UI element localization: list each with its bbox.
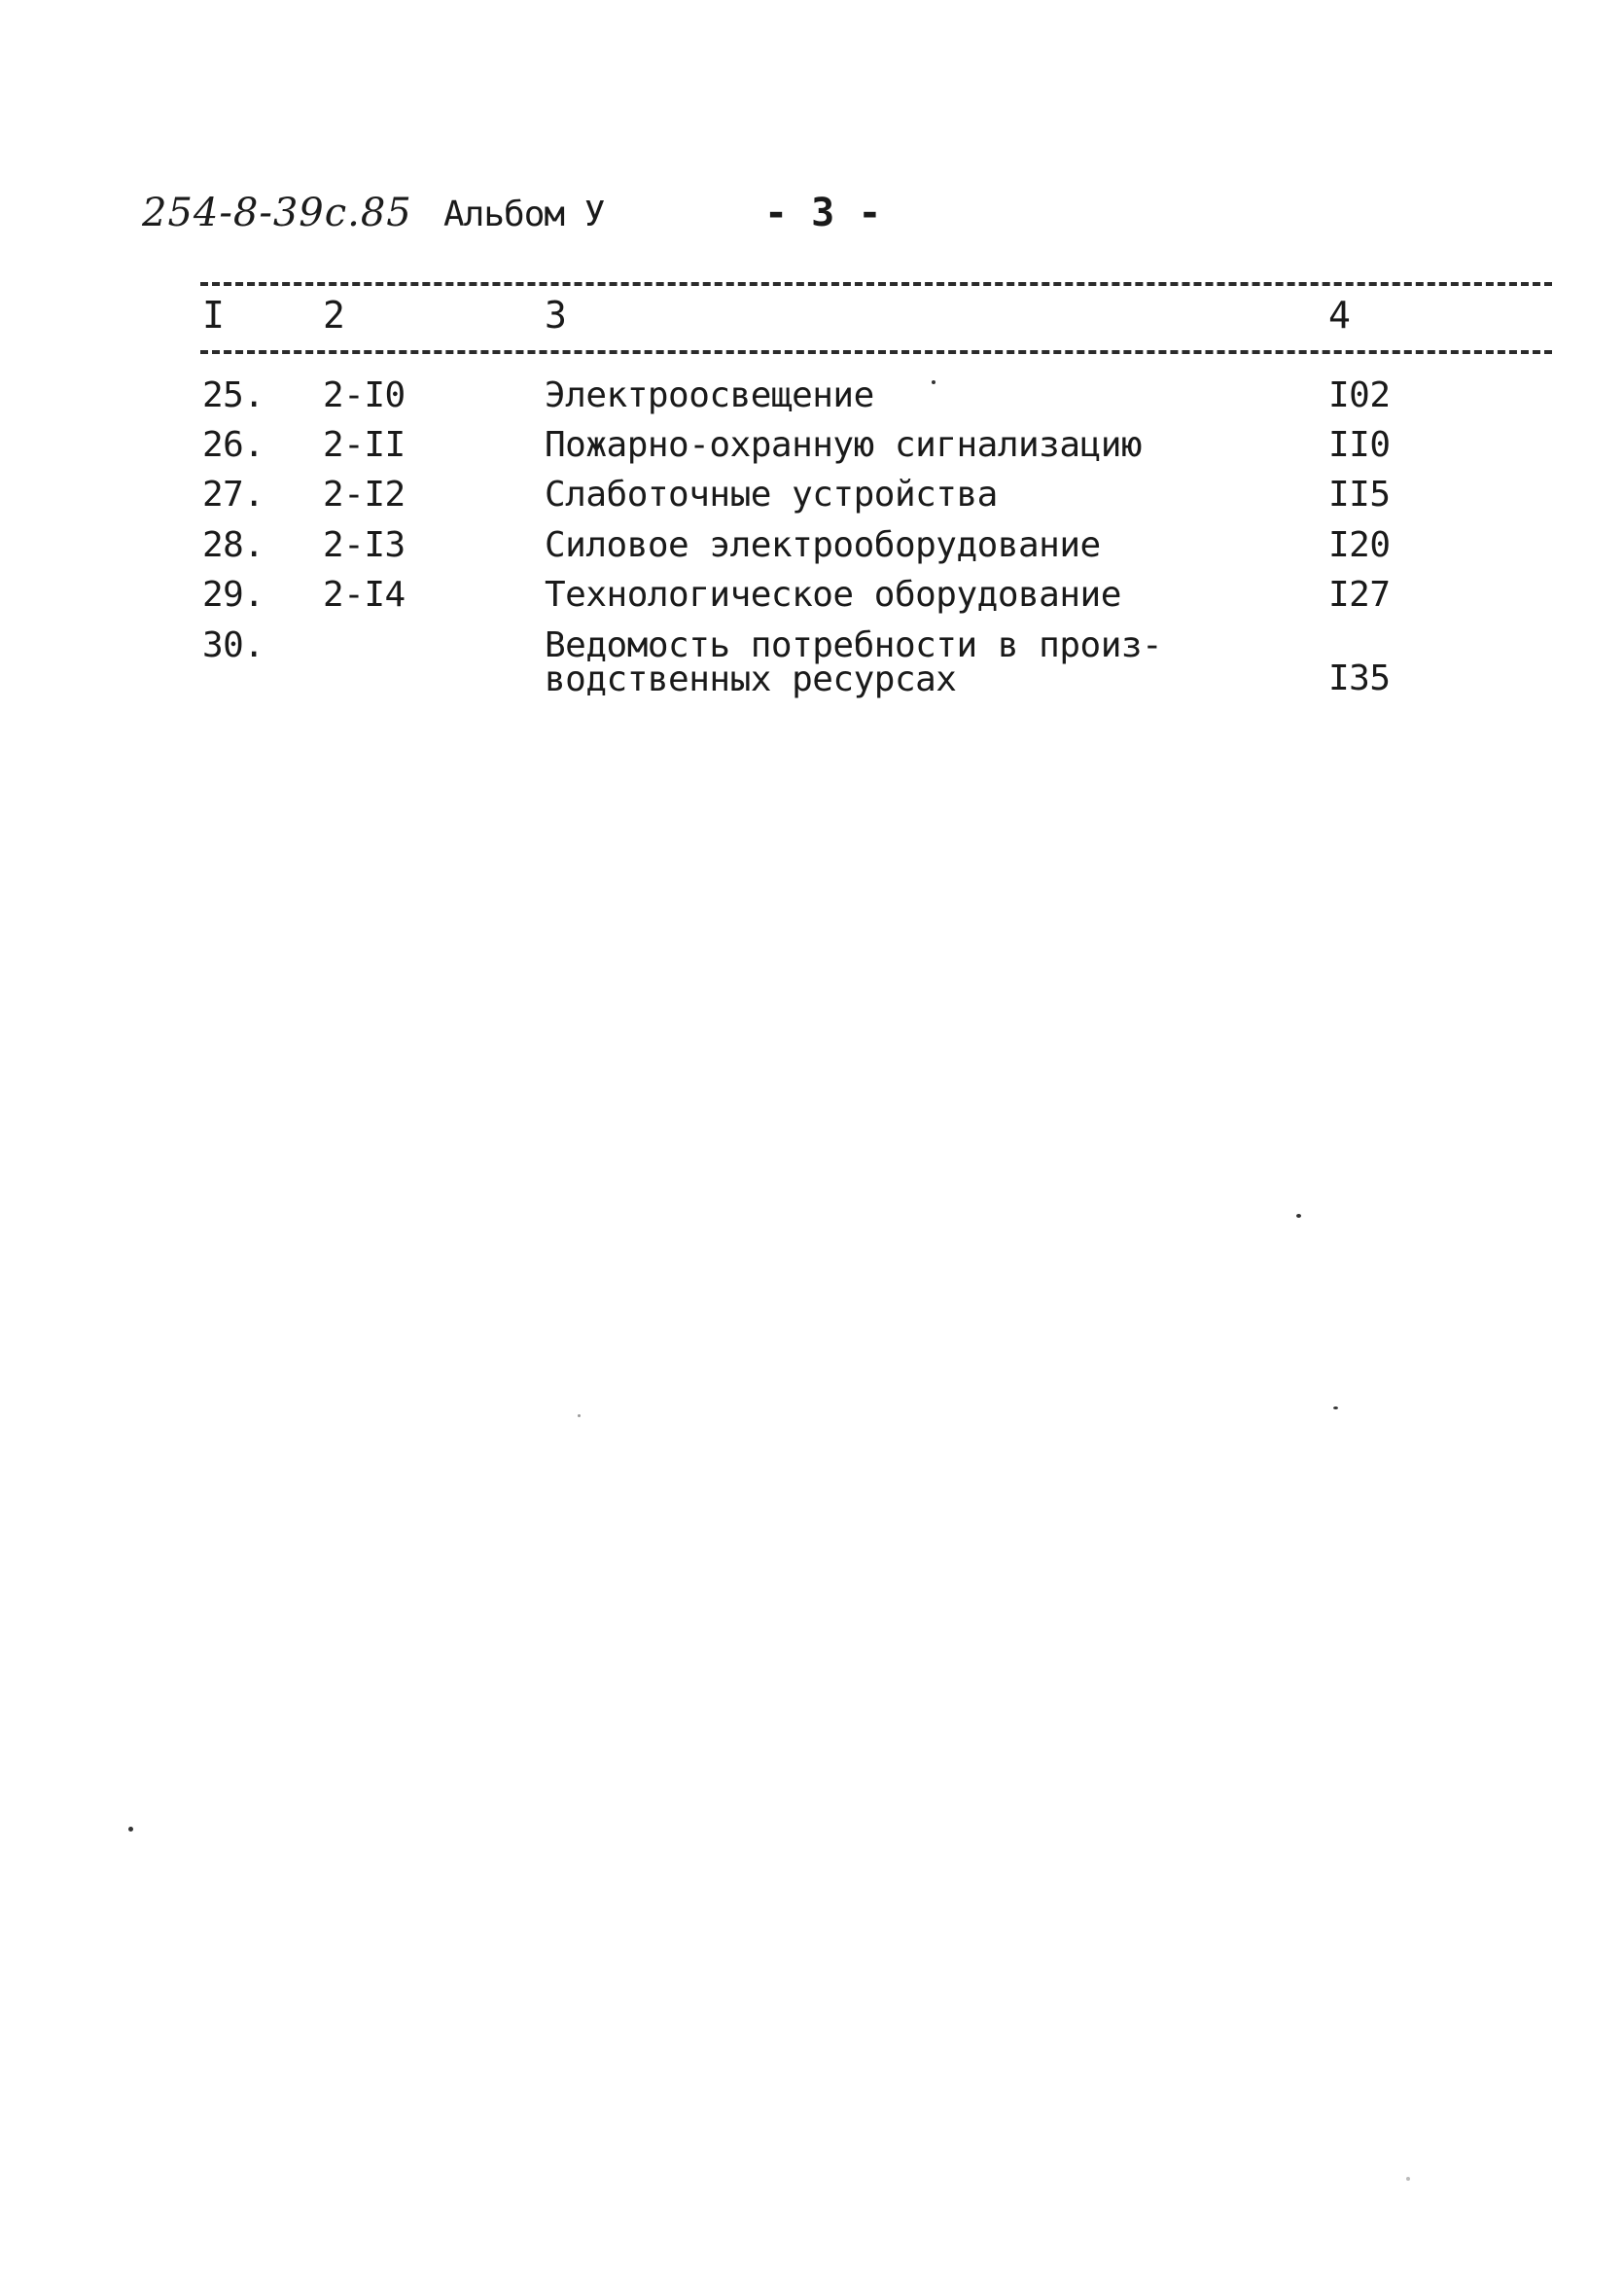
row-title-line-2: водственных ресурсах: [545, 659, 957, 699]
row-title: Технологическое оборудование: [545, 575, 1121, 615]
column-header-3: 3: [545, 294, 567, 337]
row-number: 29.: [202, 575, 265, 615]
row-page: I20: [1328, 525, 1391, 565]
row-code: 2-I0: [323, 375, 406, 415]
album-label: Альбом У: [443, 195, 605, 234]
scan-speck: [932, 380, 936, 384]
table-row: [0, 525, 1624, 576]
page-header: [142, 191, 1017, 249]
column-header-2: 2: [323, 294, 345, 337]
row-number: 30.: [202, 625, 265, 665]
scan-speck: [1406, 2177, 1410, 2181]
row-page: I27: [1328, 575, 1391, 615]
row-title: Электроосвещение: [545, 375, 874, 415]
table-row: [0, 475, 1624, 525]
document-code: 254-8-39с.85: [142, 191, 412, 235]
column-header-4: 4: [1328, 294, 1351, 337]
column-header-1: I: [202, 294, 225, 337]
row-number: 26.: [202, 425, 265, 465]
row-number: 25.: [202, 375, 265, 415]
table-row: [0, 575, 1624, 625]
table-header-rule: [200, 350, 1552, 354]
row-number: 28.: [202, 525, 265, 565]
table-row: [0, 625, 1624, 723]
row-title: Слаботочные устройства: [545, 475, 998, 515]
table-row: [0, 425, 1624, 476]
row-code: 2-I2: [323, 475, 406, 515]
row-page: I35: [1328, 658, 1391, 698]
row-title-line-1: Ведомость потребности в произ-: [545, 625, 1163, 665]
row-code: 2-II: [323, 425, 406, 465]
row-page: II0: [1328, 425, 1391, 465]
table-row: [0, 375, 1624, 426]
row-title: Силовое электрооборудование: [545, 525, 1101, 565]
scan-speck: [578, 1414, 581, 1417]
scan-speck: [128, 1827, 133, 1832]
row-title: Пожарно-охранную сигнализацию: [545, 425, 1143, 465]
row-number: 27.: [202, 475, 265, 515]
scan-speck: [1333, 1406, 1338, 1409]
scan-speck: [1296, 1214, 1301, 1218]
row-code: 2-I4: [323, 575, 406, 615]
row-page: I02: [1328, 375, 1391, 415]
page-number: - 3 -: [764, 191, 882, 235]
row-code: 2-I3: [323, 525, 406, 565]
row-page: II5: [1328, 475, 1391, 515]
table-top-rule: [200, 282, 1552, 286]
